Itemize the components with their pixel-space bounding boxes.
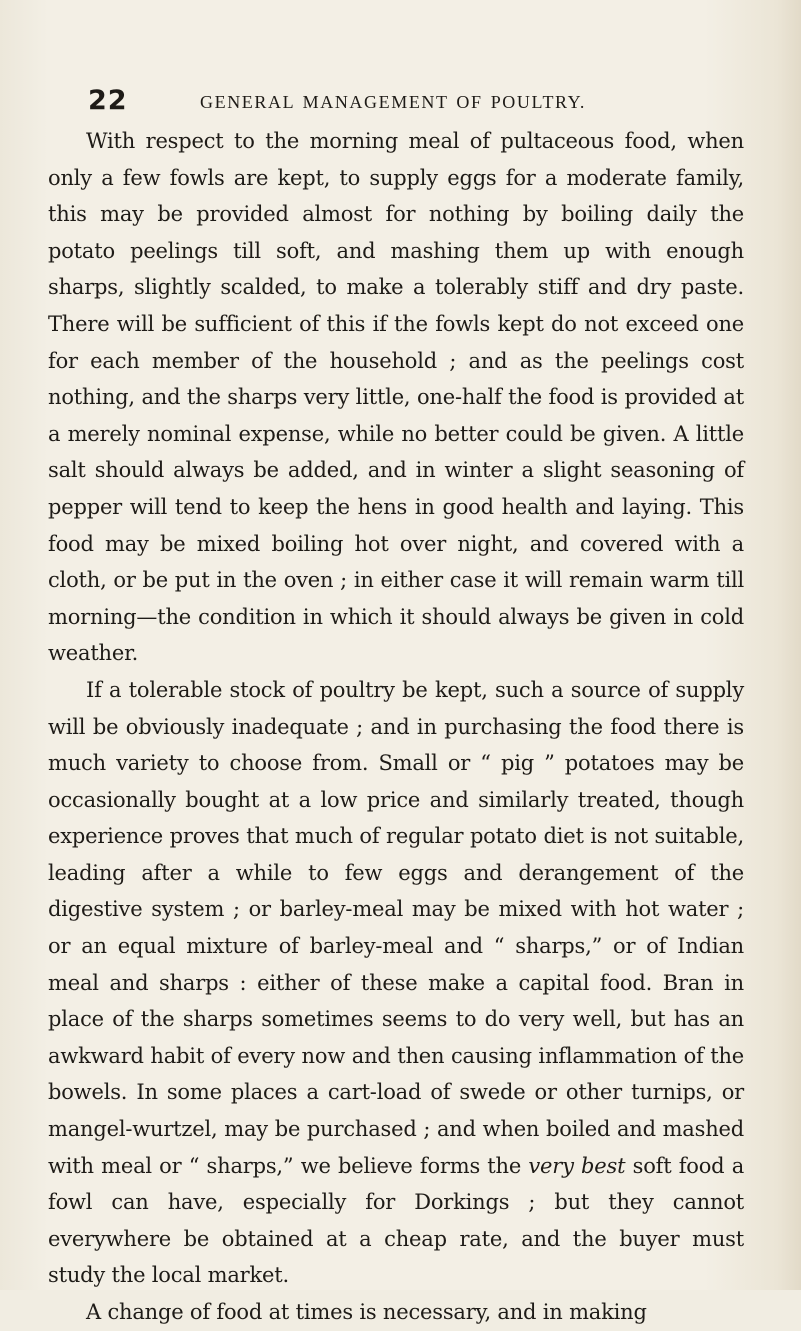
italic-emphasis: very best — [528, 1153, 626, 1178]
paragraph-food-supply — [48, 672, 744, 1294]
running-head: GENERAL MANAGEMENT OF POULTRY. — [200, 92, 587, 112]
page-number: 22 — [88, 85, 128, 116]
paragraph-text-segment: soft food a fowl can have, especially for Dorkings ; but they cannot everywhere be obtained at a cheap rate, and the buyer must study the local market. — [48, 1153, 745, 1288]
paragraph-change-of-food: A change of food at times is necessary, and in making — [86, 1300, 647, 1324]
paragraph-morning-meal: With respect to the morning meal of pultaceous food, when only a few fowls are kept, to supply eggs for a moderate family, this may be provided almost for nothing by boiling daily the potato peelings till soft, and mashing them up with enough sharps, slightly scalded, to make a tolerably stiff and dry paste. There will be sufficient of this if the fowls kept do not exceed one for each member of the household ; and as the peelings cost nothing, and the sharps very little, one-half the food is provided at a merely nominal expense, while no better could be given. A little salt should always be added, and in winter a slight seasoning of pepper will tend to keep the hens in good health and laying. This food may be mixed boiling hot over night, and covered with a cloth, or be put in the oven ; in either case it will remain warm till morning—the condition in which it should always be given in cold weather. — [48, 129, 744, 666]
body-text — [48, 123, 744, 1331]
paragraph-text-segment: If a tolerable stock of poultry be kept, such a source of supply will be obviously inadequate ; and in purchasing the food there is much variety to choose from. Small or “ pig ” potatoes may be occasionally bought at a low price and similarly treated, though experience proves that much of regular potato diet is not suitable, leading after a while to few eggs and derangement of the digestive system ; or barley-meal may be mixed with hot water ; or an equal mixture of barley-meal and “ sharps,” or of Indian meal and sharps : either of these make a capital food. Bran in place of the sharps sometimes seems to do very well, but has an awkward habit of every now and then causing inflammation of the bowels. In some places a cart-load of swede or other turnips, or mangel-wurtzel, may be purchased ; and when boiled and mashed with meal or “ sharps,” we believe forms the — [48, 677, 744, 1178]
page-header — [88, 84, 728, 118]
